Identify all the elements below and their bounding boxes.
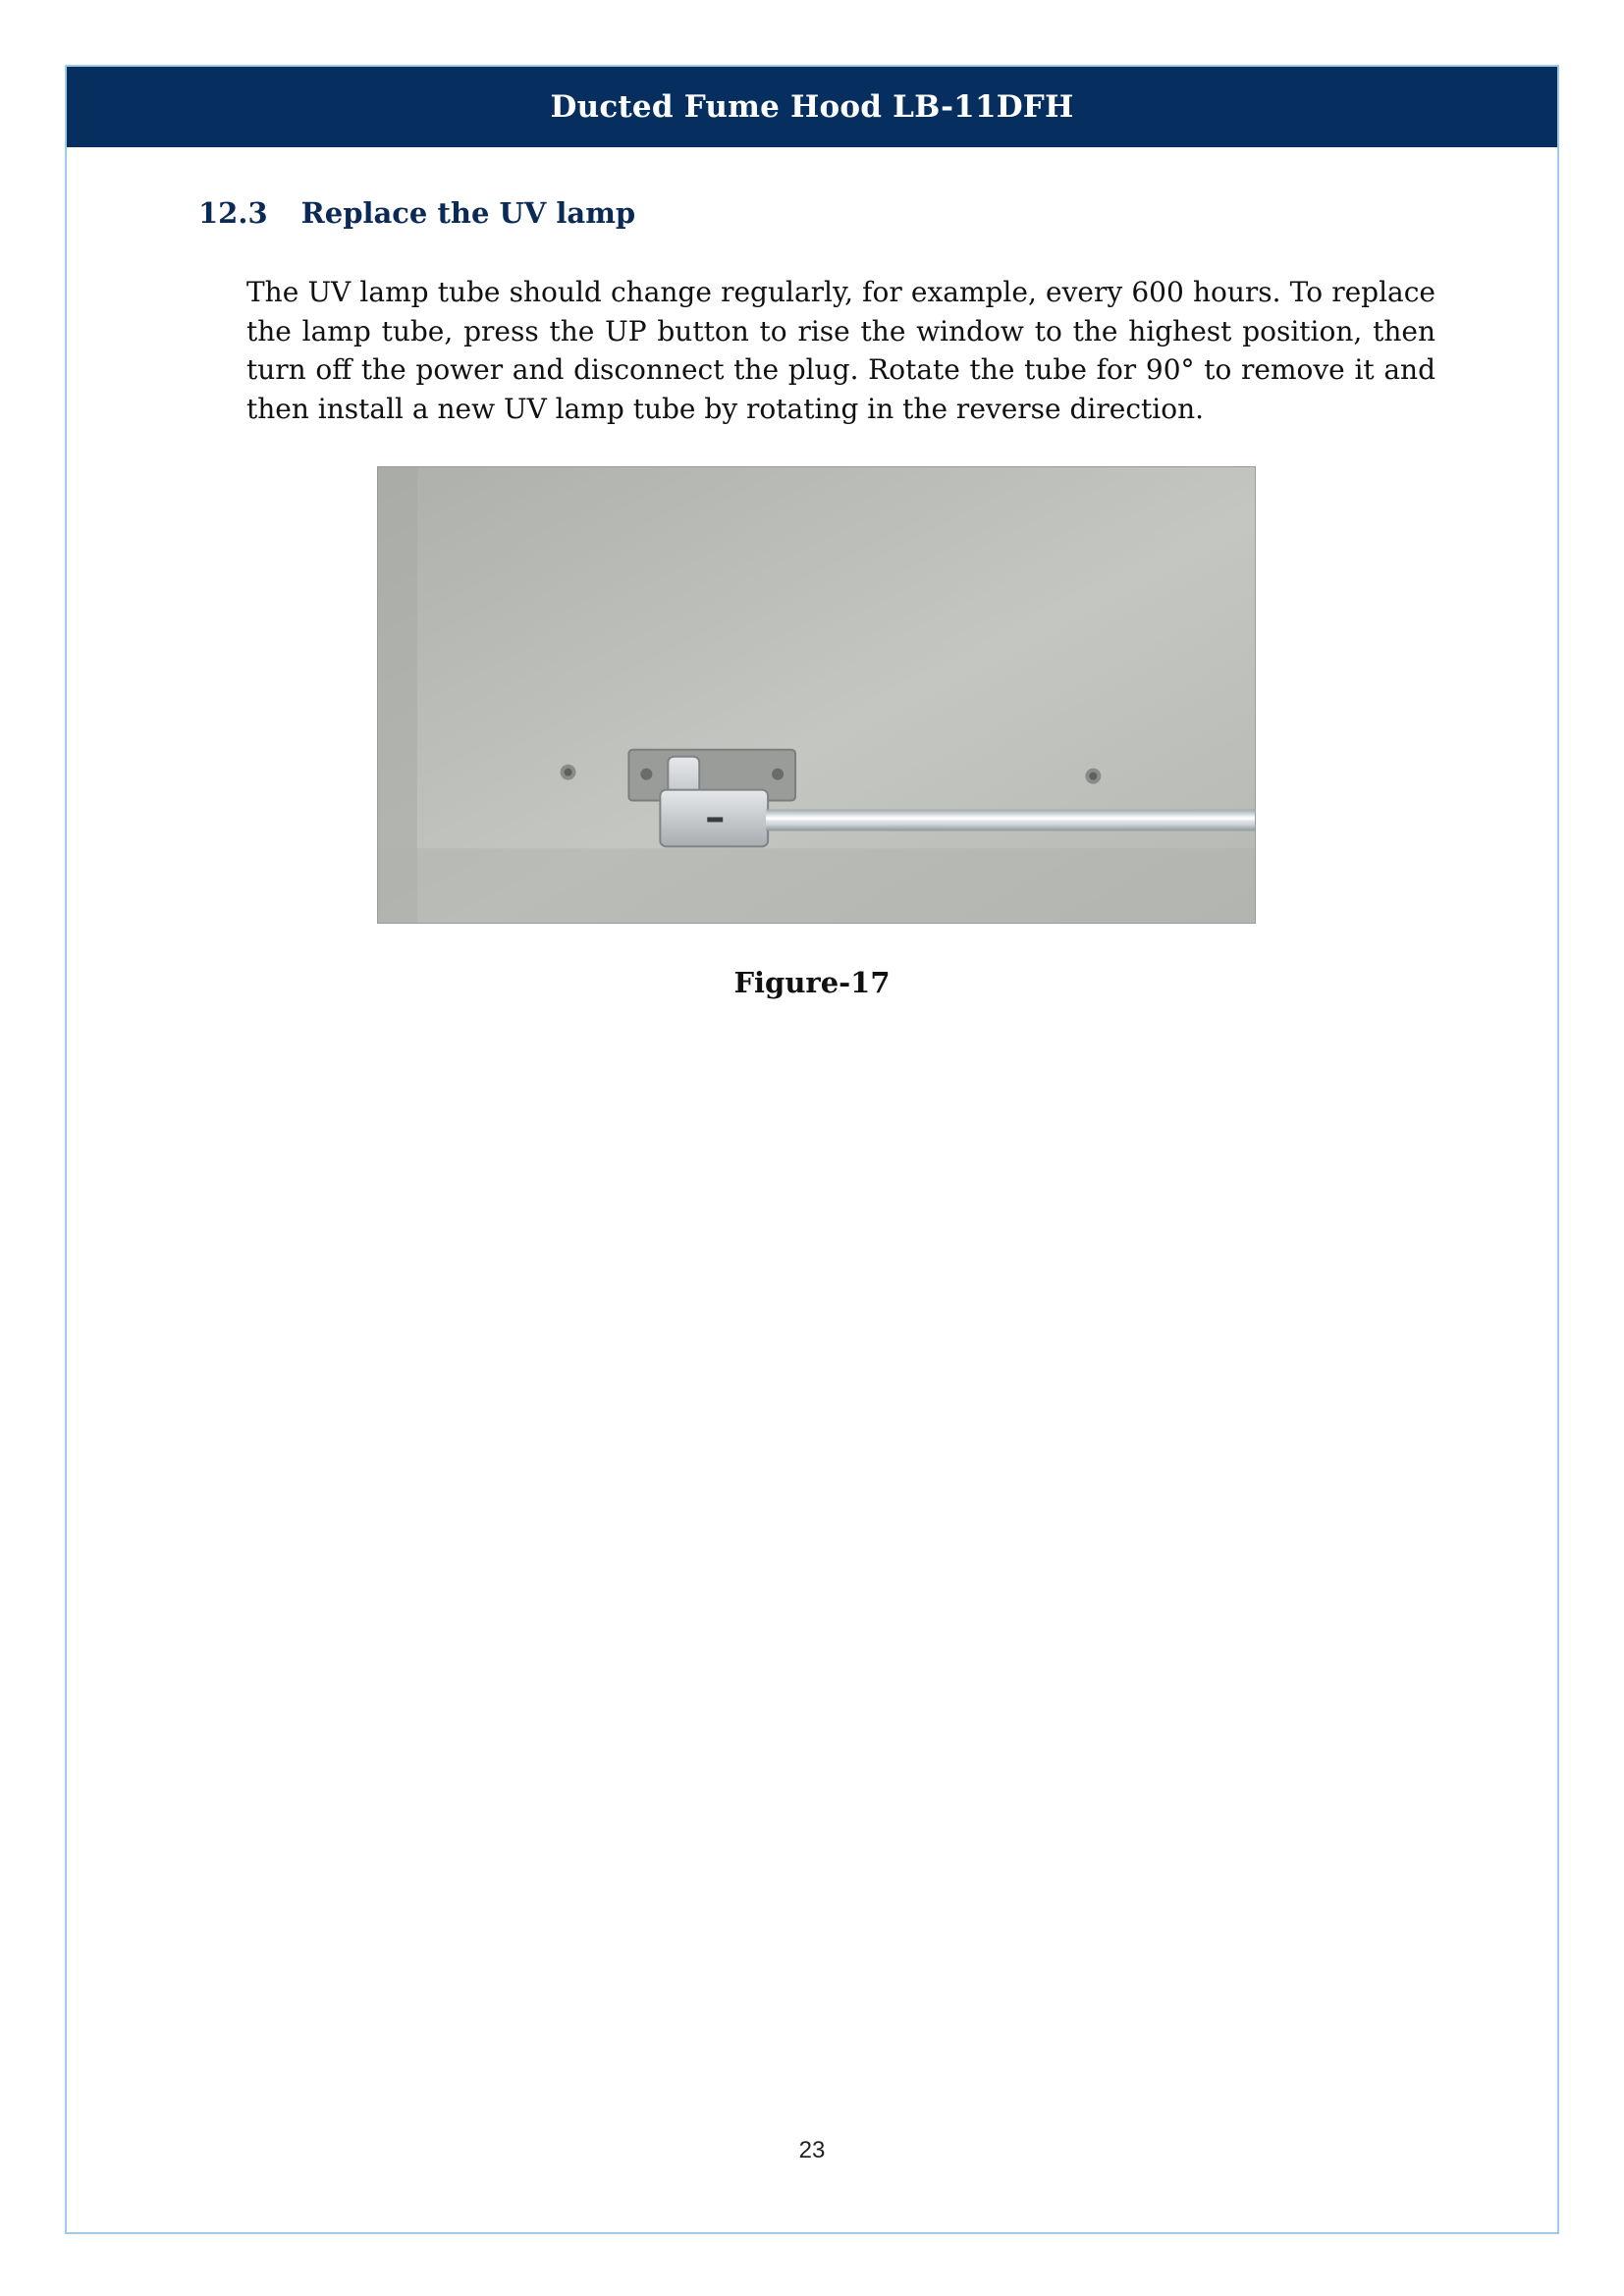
uv-lamp-photo: [377, 466, 1256, 924]
section-number: 12.3: [198, 196, 268, 230]
page-number: 23: [798, 2137, 826, 2163]
section-heading: [198, 196, 635, 230]
document-header: [67, 67, 1557, 147]
section-paragraph: The UV lamp tube should change regularly, for example, every 600 hours. To replace the lamp tube, press the UP button to rise the window to the highest position, then turn off the power and disconnect the plug. Rotate the tube for 90° to remove it and then install a new UV lamp tube by rotating in the reverse direction.: [246, 276, 1435, 425]
document-title: Ducted Fume Hood LB-11DFH: [550, 89, 1074, 125]
uv-lamp-photo-illustration: [378, 467, 1255, 923]
section-title: Replace the UV lamp: [300, 196, 636, 230]
figure-caption: Figure-17: [733, 966, 891, 999]
